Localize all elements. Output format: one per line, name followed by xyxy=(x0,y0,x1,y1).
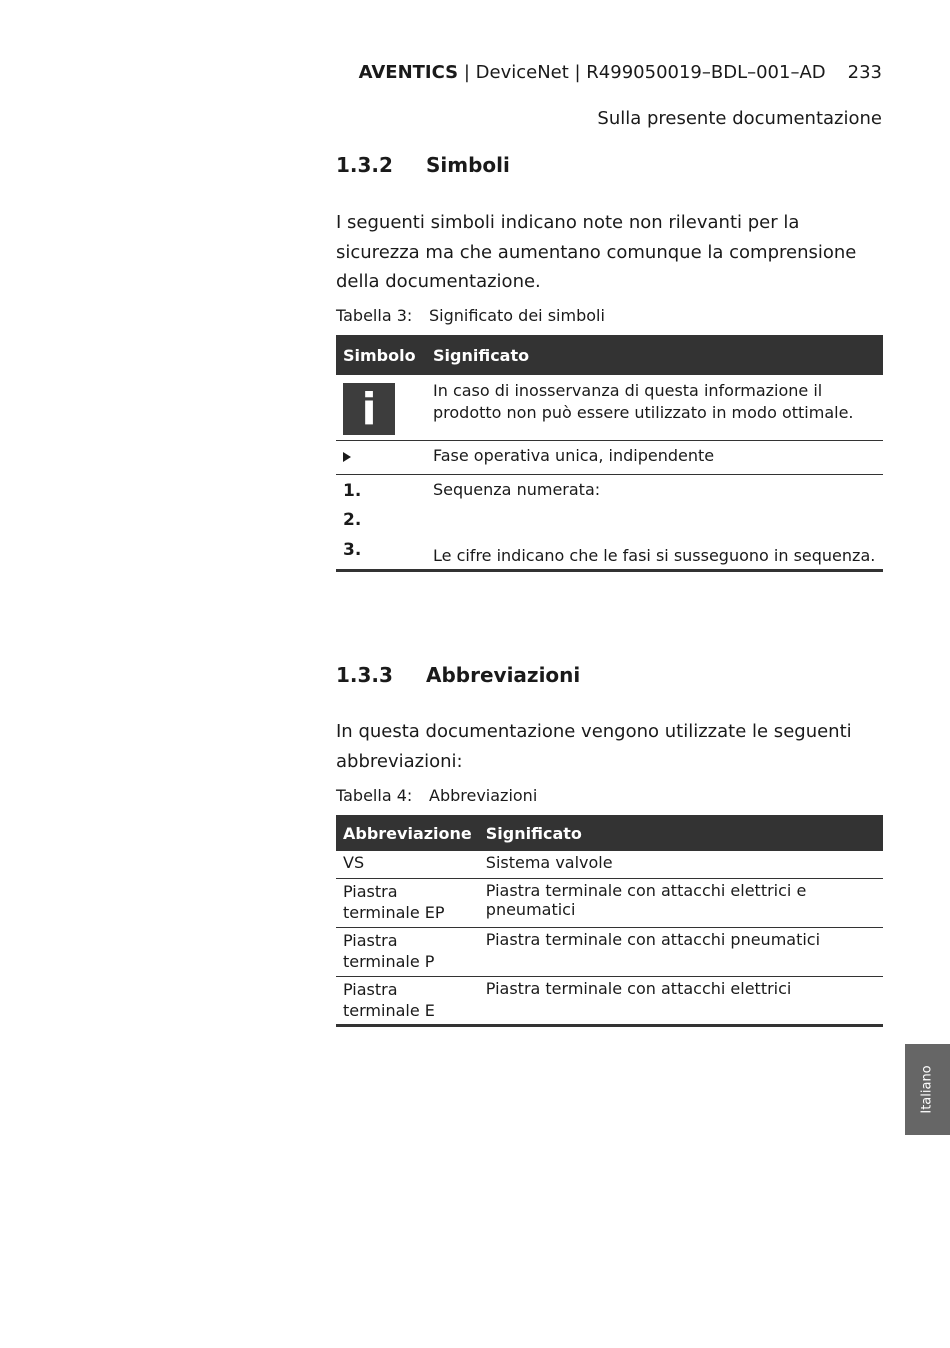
table-label: Tabella 4: xyxy=(336,786,413,805)
info-icon: i xyxy=(343,383,395,435)
table-row xyxy=(336,440,883,474)
meaning-line: Sequenza numerata: xyxy=(433,479,601,499)
section-heading-abbreviations xyxy=(336,663,580,687)
column-header-abbreviation: Abbreviazione xyxy=(336,815,479,851)
section-number: 1.3.3 xyxy=(336,663,393,687)
abbreviation-cell: Piastra terminale E xyxy=(336,976,479,1025)
table-row xyxy=(336,474,883,570)
triangle-right-icon xyxy=(343,452,351,462)
table-caption-abbreviations xyxy=(336,786,537,805)
symbol-cell xyxy=(336,440,426,474)
running-section-title: Sulla presente documentazione xyxy=(597,108,882,129)
section-number: 1.3.2 xyxy=(336,153,393,177)
sequence-number: 2. xyxy=(343,510,362,530)
column-header-meaning: Significato xyxy=(426,335,883,375)
table-caption-symbols xyxy=(336,306,605,325)
section-title: Abbreviazioni xyxy=(426,663,581,687)
column-header-meaning: Significato xyxy=(479,815,883,851)
sequence-number: 3. xyxy=(343,539,362,560)
abbreviations-table xyxy=(336,815,883,1027)
table-header-row xyxy=(336,815,883,851)
section-heading-symbols xyxy=(336,153,510,177)
language-label: Italiano xyxy=(920,1065,935,1114)
column-header-symbol: Simbolo xyxy=(336,335,426,375)
meaning-cell: In caso di inosservanza di questa informazione il prodotto non può essere utilizzato in modo ottimale. xyxy=(426,375,883,440)
running-header xyxy=(359,62,882,83)
abbreviation-cell: Piastra terminale EP xyxy=(336,878,479,927)
table-title: Significato dei simboli xyxy=(429,306,605,325)
meaning-cell: Sistema valvole xyxy=(479,851,883,878)
table-label: Tabella 3: xyxy=(336,306,413,325)
abbreviation-cell: VS xyxy=(336,851,479,878)
meaning-cell xyxy=(426,474,883,570)
document-info: | DeviceNet | R499050019–BDL–001–AD xyxy=(458,62,826,83)
symbols-table xyxy=(336,335,883,572)
meaning-cell: Piastra terminale con attacchi elettrici xyxy=(479,976,883,1025)
symbol-cell xyxy=(336,474,426,570)
language-tab xyxy=(905,1044,950,1135)
meaning-cell: Piastra terminale con attacchi pneumatici xyxy=(479,927,883,976)
table-row xyxy=(336,375,883,440)
table-row xyxy=(336,976,883,1025)
table-title: Abbreviazioni xyxy=(429,786,538,805)
meaning-cell: Fase operativa unica, indipendente xyxy=(426,440,883,474)
meaning-cell: Piastra terminale con attacchi elettrici e pneumatici xyxy=(479,878,883,927)
brand-name: AVENTICS xyxy=(358,62,459,83)
section-title: Simboli xyxy=(426,153,510,177)
symbols-intro: I seguenti simboli indicano note non rilevanti per la sicurezza ma che aumentano comunque la comprensione della documentazione. xyxy=(336,212,857,292)
table-row xyxy=(336,878,883,927)
symbol-cell xyxy=(336,375,426,440)
page-number: 233 xyxy=(847,62,882,83)
sequence-number: 1. xyxy=(343,480,362,501)
meaning-line: Le cifre indicano che le fasi si susseguono in sequenza. xyxy=(433,545,876,565)
table-row xyxy=(336,851,883,878)
abbreviation-cell: Piastra terminale P xyxy=(336,927,479,976)
table-header-row xyxy=(336,335,883,375)
abbreviations-intro: In questa documentazione vengono utilizzate le seguenti abbreviazioni: xyxy=(336,721,852,772)
table-row xyxy=(336,927,883,976)
